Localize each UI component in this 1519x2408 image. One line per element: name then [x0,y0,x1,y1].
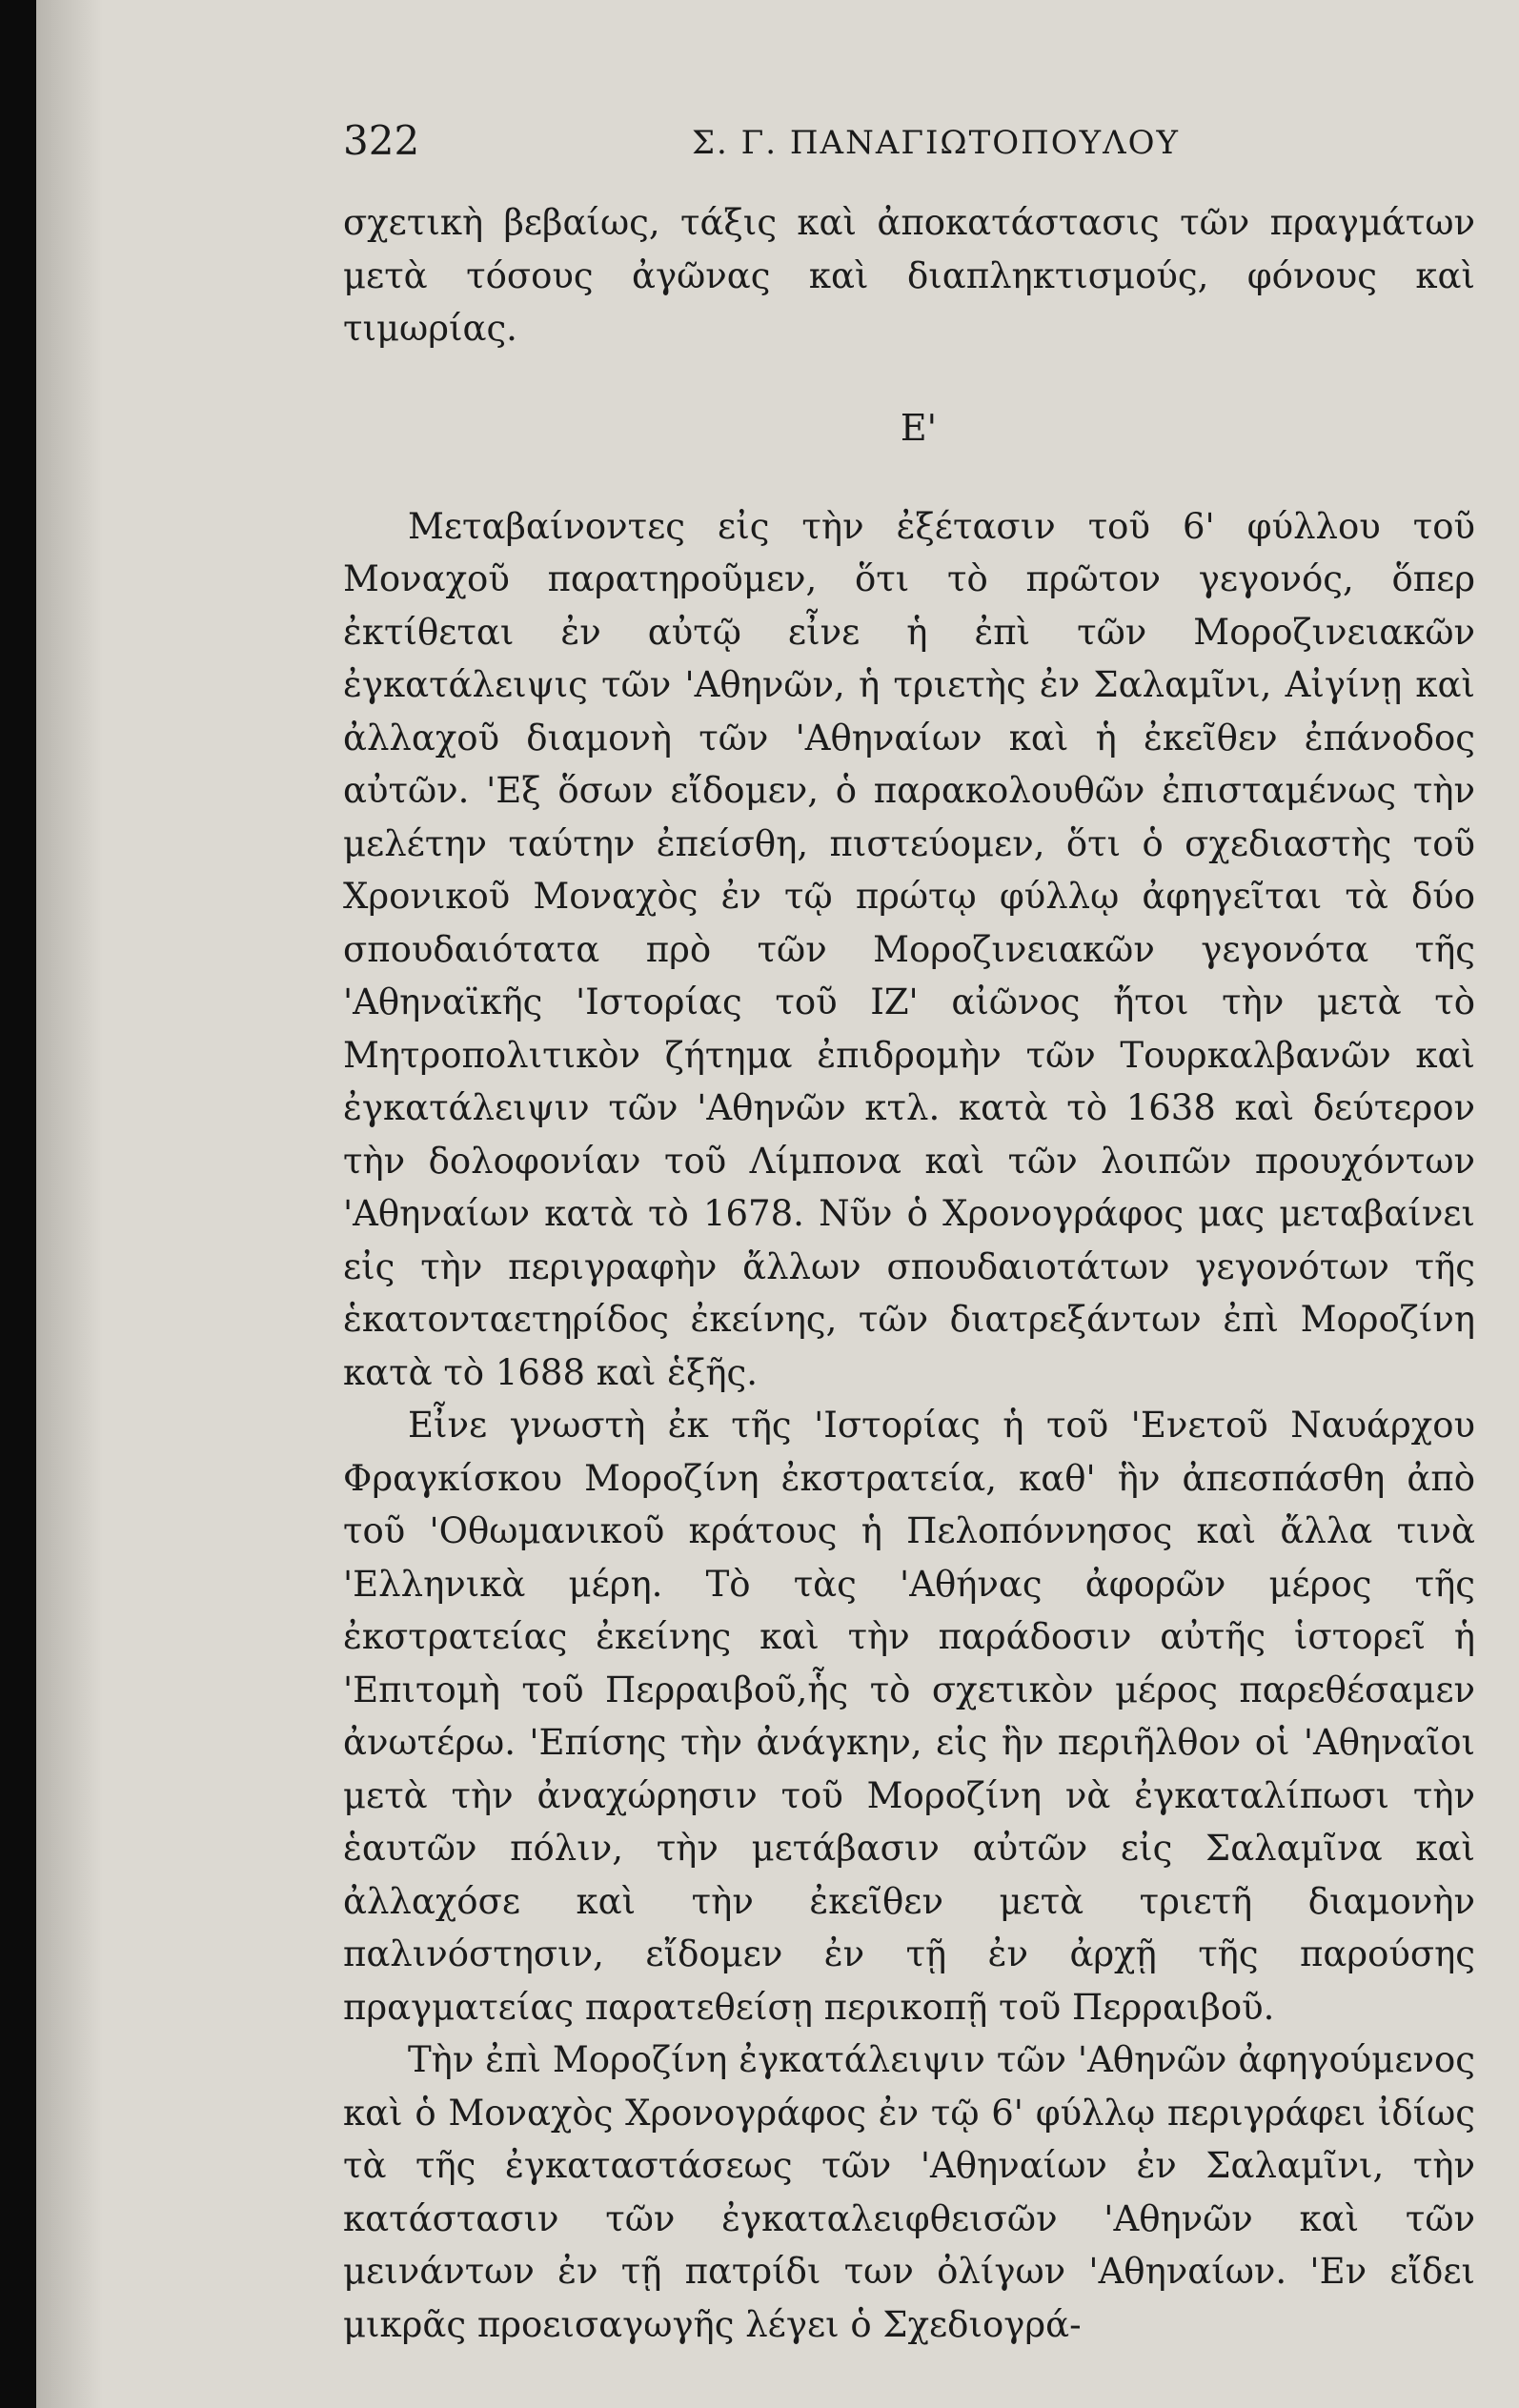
page-header [36,112,1519,170]
page-gutter-shadow [36,0,103,2408]
body-text [343,196,1475,2351]
paragraph: Εἶνε γνωστὴ ἐκ τῆς 'Ιστορίας ἡ τοῦ 'Ενετοῦ Ναυάρχου Φραγκίσκου Μοροζίνη ἐκστρατεία, καθ' ἣν ἀπεσπάσθη ἀπὸ τοῦ 'Οθωμανικοῦ κράτους ἡ Πελοπόννησος καὶ ἄλλα τινὰ 'Ελληνικὰ μέρη. Τὸ τὰς 'Αθήνας ἀφορῶν μέρος τῆς ἐκστρατείας ἐκείνης καὶ τὴν παράδοσιν αὐτῆς ἱστορεῖ ἡ 'Επιτομὴ τοῦ Περραιβοῦ,ἧς τὸ σχετικὸν μέρος παρεθέσαμεν ἀνωτέρω. 'Επίσης τὴν ἀνάγκην, εἰς ἣν περιῆλθον οἱ 'Αθηναῖοι μετὰ τὴν ἀναχώρησιν τοῦ Μοροζίνη νὰ ἐγκαταλίπωσι τὴν ἑαυτῶν πόλιν, τὴν μετάβασιν αὐτῶν εἰς Σαλαμῖνα καὶ ἀλλαχόσε καὶ τὴν ἐκεῖθεν μετὰ τριετῆ διαμονὴν παλινόστησιν, εἴδομεν ἐν τῇ ἐν ἀρχῇ τῆς παρούσης πραγματείας παρατεθείσῃ περικοπῇ τοῦ Περραιβοῦ. [343,1405,1475,2028]
running-title: Σ. Γ. ΠΑΝΑΓΙΩΤΟΠΟΥΛΟΥ [692,124,1180,162]
opening-paragraph: σχετικὴ βεβαίως, τάξις καὶ ἀποκατάστασις τῶν πραγμάτων μετὰ τόσους ἀγῶνας καὶ διαπληκτισμούς, φόνους καὶ τιμωρίας. [343,202,1475,349]
page-number: 322 [343,117,420,164]
book-page [36,0,1519,2408]
paragraph: Τὴν ἐπὶ Μοροζίνη ἐγκατάλειψιν τῶν 'Αθηνῶν ἀφηγούμενος καὶ ὁ Μοναχὸς Χρονογράφος ἐν τῷ 6' φύλλῳ περιγράφει ἰδίως τὰ τῆς ἐγκαταστάσεως τῶν 'Αθηναίων ἐν Σαλαμῖνι, τὴν κατάστασιν τῶν ἐγκαταλειφθεισῶν 'Αθηνῶν καὶ τῶν μεινάντων ἐν τῇ πατρίδι των ὀλίγων 'Αθηναίων. 'Εν εἴδει μικρᾶς προεισαγωγῆς λέγει ὁ Σχεδιογρά- [343,2039,1475,2345]
paragraph: Μεταβαίνοντες εἰς τὴν ἐξέτασιν τοῦ 6' φύλλου τοῦ Μοναχοῦ παρατηροῦμεν, ὅτι τὸ πρῶτον γεγονός, ὅπερ ἐκτίθεται ἐν αὐτῷ εἶνε ἡ ἐπὶ τῶν Μοροζινειακῶν ἐγκατάλειψις τῶν 'Αθηνῶν, ἡ τριετὴς ἐν Σαλαμῖνι, Αἰγίνῃ καὶ ἀλλαχοῦ διαμονὴ τῶν 'Αθηναίων καὶ ἡ ἐκεῖθεν ἐπάνοδος αὐτῶν. 'Εξ ὅσων εἴδομεν, ὁ παρακολουθῶν ἐπισταμένως τὴν μελέτην ταύτην ἐπείσθη, πιστεύομεν, ὅτι ὁ σχεδιαστὴς τοῦ Χρονικοῦ Μοναχὸς ἐν τῷ πρώτῳ φύλλῳ ἀφηγεῖται τὰ δύο σπουδαιότατα πρὸ τῶν Μοροζινειακῶν γεγονότα τῆς 'Αθηναϊκῆς 'Ιστορίας τοῦ ΙΖ' αἰῶνος ἤτοι τὴν μετὰ τὸ Μητροπολιτικὸν ζήτημα ἐπιδρομὴν τῶν Τουρκαλβανῶν καὶ ἐγκατάλειψιν τῶν 'Αθηνῶν κτλ. κατὰ τὸ 1638 καὶ δεύτερον τὴν δολοφονίαν τοῦ Λίμπονα καὶ τῶν λοιπῶν προυχόντων 'Αθηναίων κατὰ τὸ 1678. Νῦν ὁ Χρονογράφος μας μεταβαίνει εἰς τὴν περιγραφὴν ἄλλων σπουδαιοτάτων γεγονότων τῆς ἑκατονταετηρίδος ἐκείνης, τῶν διατρεξάντων ἐπὶ Μοροζίνη κατὰ τὸ 1688 καὶ ἑξῆς. [343,505,1475,1393]
section-heading: Ε' [900,406,938,449]
